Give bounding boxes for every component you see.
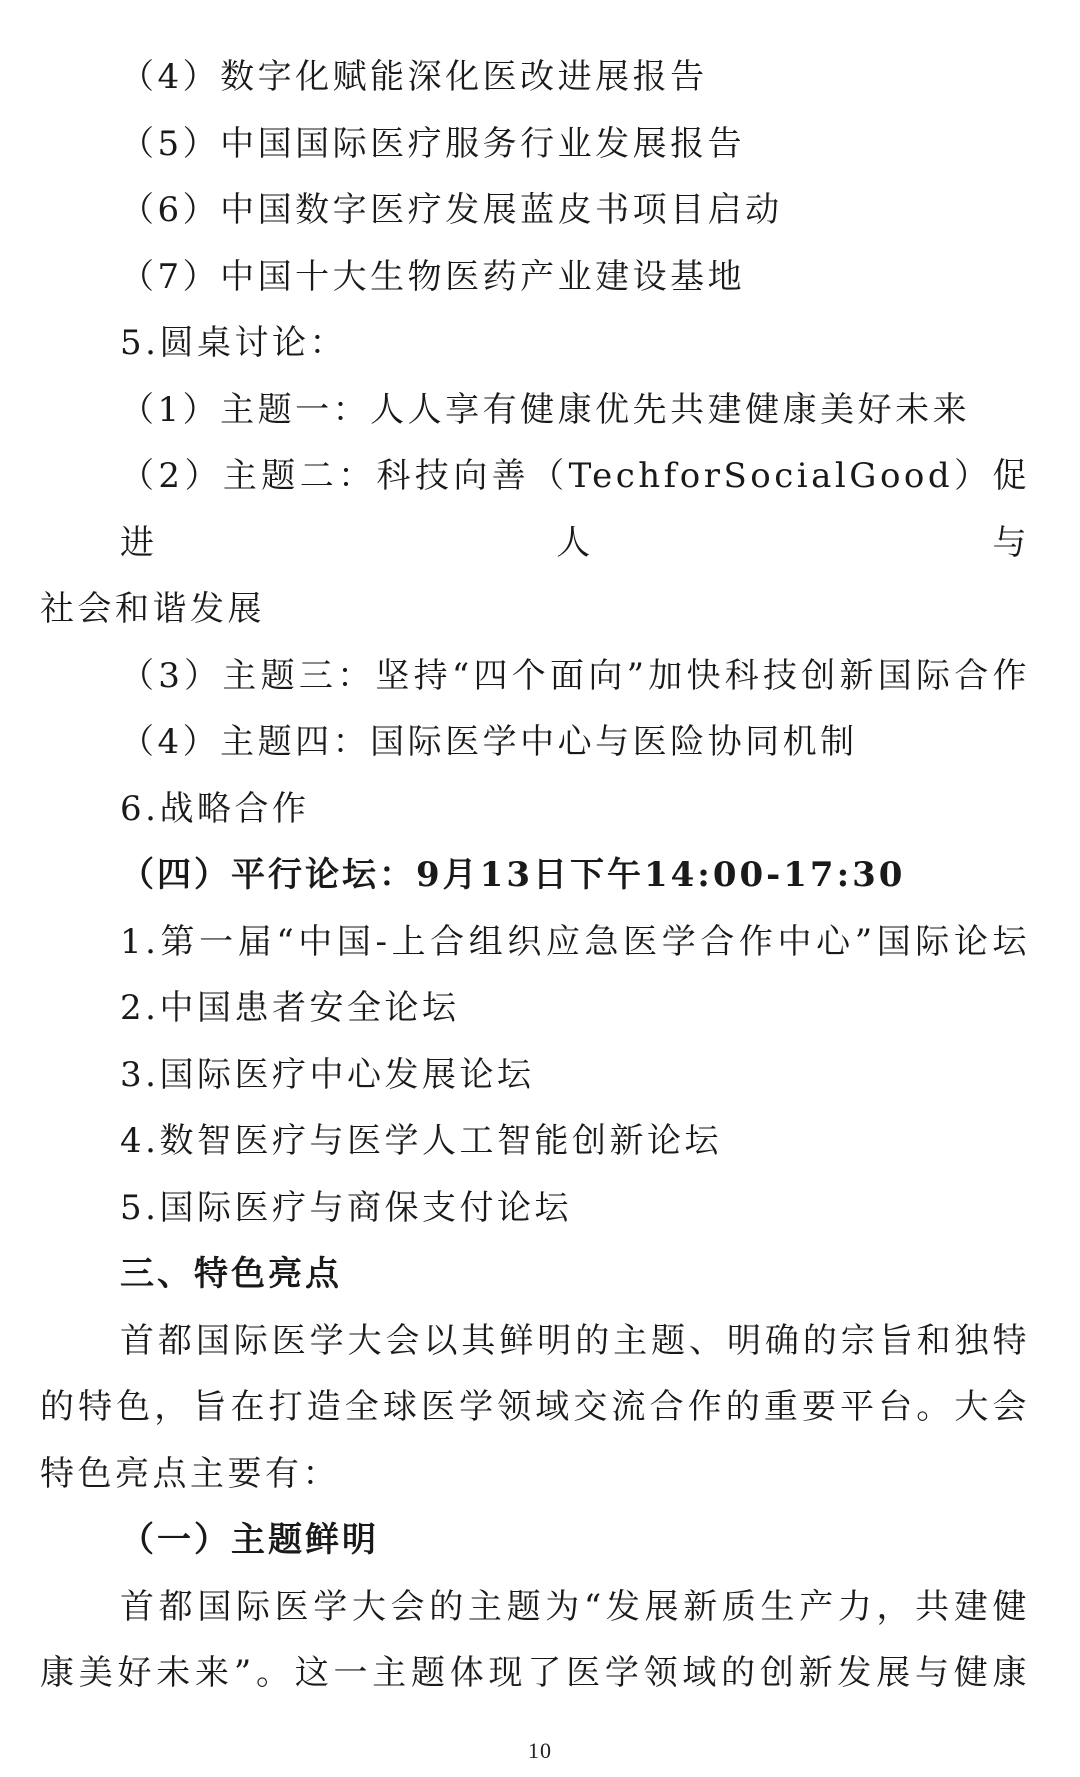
- agenda-item-roundtable: 5.圆桌讨论：: [120, 323, 347, 363]
- roundtable-topic-3: （3）主题三：坚持“四个面向”加快科技创新国际合作: [120, 655, 1030, 696]
- roundtable-topic-2-line-2: 社会和谐发展: [40, 589, 265, 629]
- paragraph-highlights-line-1: 首都国际医学大会以其鲜明的主题、明确的宗旨和独特: [120, 1320, 1030, 1361]
- parallel-forum-1: 1.第一届“中国-上合组织应急医学合作中心”国际论坛: [120, 921, 1030, 962]
- agenda-item-report-6: （6）中国数字医疗发展蓝皮书项目启动: [120, 190, 783, 230]
- subheading-clear-theme: （一）主题鲜明: [120, 1520, 379, 1560]
- roundtable-topic-2-line-1: （2）主题二：科技向善（TechforSocialGood）促进人与: [120, 456, 1030, 563]
- parallel-forum-5: 5.国际医疗与商保支付论坛: [120, 1187, 572, 1228]
- section-heading-highlights: 三、特色亮点: [120, 1254, 342, 1294]
- paragraph-theme-line-2: 康美好未来”。这一主题体现了医学领域的创新发展与健康: [40, 1653, 1030, 1693]
- agenda-item-strategic-cooperation: 6.战略合作: [120, 788, 310, 829]
- paragraph-highlights-line-3: 特色亮点主要有：: [40, 1453, 340, 1494]
- paragraph-theme-line-1: 首都国际医学大会的主题为“发展新质生产力，共建健: [120, 1586, 1030, 1627]
- agenda-item-report-4: （4）数字化赋能深化医改进展报告: [120, 57, 708, 97]
- agenda-item-report-7: （7）中国十大生物医药产业建设基地: [120, 256, 746, 297]
- document-body: [40, 44, 1030, 1707]
- roundtable-topic-4: （4）主题四：国际医学中心与医险协同机制: [120, 722, 858, 762]
- agenda-item-report-5: （5）中国国际医疗服务行业发展报告: [120, 123, 746, 164]
- parallel-forum-4: 4.数智医疗与医学人工智能创新论坛: [120, 1121, 722, 1161]
- parallel-forum-3: 3.国际医疗中心发展论坛: [120, 1054, 535, 1095]
- roundtable-topic-1: （1）主题一：人人享有健康优先共建健康美好未来: [120, 389, 971, 430]
- parallel-forum-heading: （四）平行论坛：9月13日下午14:00-17:30: [120, 855, 906, 895]
- paragraph-highlights-line-2: 的特色，旨在打造全球医学领域交流合作的重要平台。大会: [40, 1387, 1030, 1427]
- page-number: 10: [528, 1738, 552, 1763]
- parallel-forum-2: 2.中国患者安全论坛: [120, 988, 460, 1028]
